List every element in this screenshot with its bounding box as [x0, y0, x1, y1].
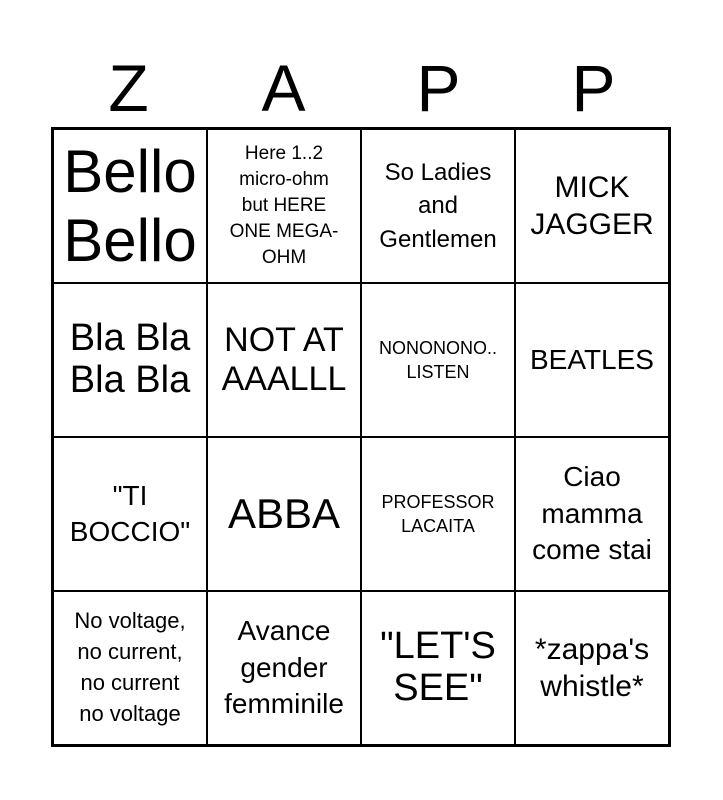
bingo-cell-r2c4[interactable] [515, 283, 669, 437]
cell-label: No voltage, no current, no current no voltage [74, 608, 186, 726]
bingo-cell-r3c3[interactable] [361, 437, 515, 591]
cell-label: Bla Bla Bla Bla [69, 317, 191, 401]
cell-label: *zappa's whistle* [534, 632, 650, 703]
cell-label: PROFESSOR LACAITA [381, 491, 495, 536]
bingo-cell-r4c4[interactable] [515, 591, 669, 745]
header-letter-z: Z [108, 51, 149, 125]
bingo-cell-r1c1[interactable] [53, 129, 207, 283]
bingo-cell-r4c3[interactable] [361, 591, 515, 745]
cell-label: Avance gender femminile [224, 615, 344, 720]
bingo-cell-r3c4[interactable] [515, 437, 669, 591]
cell-label: NOT AT AAALLL [221, 320, 347, 398]
cell-label: So Ladies and Gentlemen [379, 159, 497, 253]
cell-label: Bello Bello [63, 138, 197, 274]
cell-label: "LET'S SEE" [380, 625, 496, 709]
bingo-cell-r2c2[interactable] [207, 283, 361, 437]
bingo-board [51, 127, 671, 747]
header-letter-p-2: P [571, 51, 616, 125]
bingo-cell-r3c2[interactable] [207, 437, 361, 591]
bingo-cell-r1c2[interactable] [207, 129, 361, 283]
bingo-cell-r2c1[interactable] [53, 283, 207, 437]
bingo-cell-r3c1[interactable] [53, 437, 207, 591]
bingo-header [51, 48, 671, 128]
cell-label: BEATLES [530, 343, 654, 375]
cell-label: NONONONO.. LISTEN [378, 337, 497, 382]
bingo-cell-r1c4[interactable] [515, 129, 669, 283]
bingo-cell-r1c3[interactable] [361, 129, 515, 283]
cell-label: MICK JAGGER [530, 170, 654, 241]
header-letter-a: A [261, 51, 306, 125]
cell-label: "TI BOCCIO" [69, 479, 191, 547]
cell-label: Ciao mamma come stai [532, 461, 652, 566]
cell-label: Here 1..2 micro-ohm but HERE ONE MEGA- OHM [229, 142, 339, 269]
bingo-cell-r2c3[interactable] [361, 283, 515, 437]
bingo-cell-r4c2[interactable] [207, 591, 361, 745]
cell-label: ABBA [227, 489, 341, 537]
header-letter-p: P [416, 51, 461, 125]
bingo-cell-r4c1[interactable] [53, 591, 207, 745]
